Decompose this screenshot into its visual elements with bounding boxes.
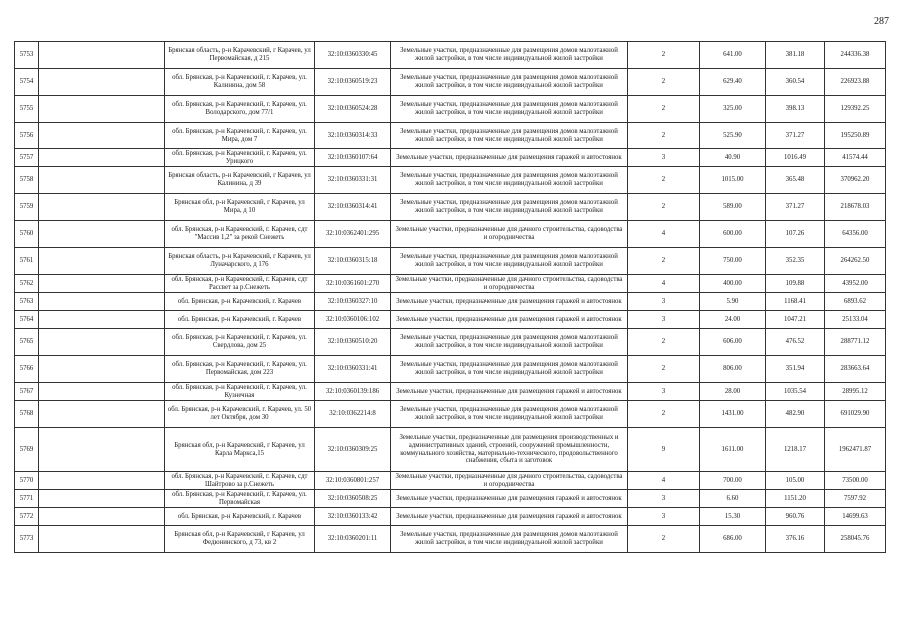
table-row (15, 167, 886, 194)
specific-value-cell: 371.27 (766, 123, 825, 149)
table-row (15, 472, 886, 490)
row-number-cell: 5762 (15, 275, 39, 293)
land-use-cell: Земельные участки, предназначенные для размещения домов малоэтажной жилой застройки, в том числе индивидуальной жилой застройки (391, 42, 628, 69)
row-number-cell: 5764 (15, 311, 39, 329)
land-use-cell: Земельные участки, предназначенные для дачного строительства, садоводства и огородничества (391, 472, 628, 490)
cadastral-value-cell: 7597.92 (825, 490, 886, 508)
group-number-cell: 2 (628, 329, 700, 356)
cadastral-number-cell: 32:10:0360314:41 (315, 194, 391, 221)
spacer-cell (39, 194, 165, 221)
group-number-cell: 4 (628, 221, 700, 248)
group-number-cell: 2 (628, 42, 700, 69)
table-row (15, 96, 886, 123)
address-cell: обл. Брянская, р-н Карачевский, г. Карачев (165, 508, 315, 526)
address-cell: обл. Брянская, р-н Карачевский, г. Карачев, ул. Первомайская, дом 223 (165, 356, 315, 383)
table-row (15, 293, 886, 311)
address-cell: Брянская область, р-н Карачевский, г Карачев, ул Луначарского, д 176 (165, 248, 315, 275)
table-row (15, 248, 886, 275)
cadastral-value-cell: 691029.90 (825, 401, 886, 428)
spacer-cell (39, 69, 165, 96)
specific-value-cell: 352.35 (766, 248, 825, 275)
cadastral-number-cell: 32:10:0362401:295 (315, 221, 391, 248)
area-cell: 606.00 (700, 329, 766, 356)
row-number-cell: 5754 (15, 69, 39, 96)
group-number-cell: 9 (628, 428, 700, 472)
land-use-cell: Земельные участки, предназначенные для размещения домов малоэтажной жилой застройки, в том числе индивидуальной жилой застройки (391, 194, 628, 221)
spacer-cell (39, 383, 165, 401)
cadastral-value-cell: 1962471.87 (825, 428, 886, 472)
cadastral-value-cell: 25133.04 (825, 311, 886, 329)
group-number-cell: 2 (628, 248, 700, 275)
row-number-cell: 5757 (15, 149, 39, 167)
group-number-cell: 3 (628, 508, 700, 526)
cadastral-number-cell: 32:10:0360139:186 (315, 383, 391, 401)
cadastral-value-cell: 64356.00 (825, 221, 886, 248)
row-number-cell: 5761 (15, 248, 39, 275)
land-use-cell: Земельные участки, предназначенные для размещения домов малоэтажной жилой застройки, в том числе индивидуальной жилой застройки (391, 401, 628, 428)
address-cell: обл. Брянская, р-н Карачевский, г. Карачев, ул. Кузнечная (165, 383, 315, 401)
address-cell: Брянская обл, р-н Карачевский, г Карачев, ул Мира, д 10 (165, 194, 315, 221)
area-cell: 600.00 (700, 221, 766, 248)
cadastral-value-cell: 264262.50 (825, 248, 886, 275)
area-cell: 806.00 (700, 356, 766, 383)
address-cell: Брянская обл, р-н Карачевский, г Карачев, ул Карла Маркса,15 (165, 428, 315, 472)
table-row (15, 42, 886, 69)
land-use-cell: Земельные участки, предназначенные для размещения производственных и административных зданий, строений, сооружений промышленности, коммунального хозяйства, материально-технического, продовольственного снабжения, сбыта и заготовок (391, 428, 628, 472)
address-cell: Брянская область, р-н Карачевский, г Карачев, ул Калинина, д 39 (165, 167, 315, 194)
group-number-cell: 2 (628, 167, 700, 194)
land-use-cell: Земельные участки, предназначенные для размещения домов малоэтажной жилой застройки, в том числе индивидуальной жилой застройки (391, 123, 628, 149)
cadastral-value-cell: 195250.89 (825, 123, 886, 149)
cadastral-number-cell: 32:10:0361601:270 (315, 275, 391, 293)
address-cell: обл. Брянская, р-н Карачевский, г. Карачев, ул. 50 лет Октября, дом 30 (165, 401, 315, 428)
cadastral-value-cell: 73500.00 (825, 472, 886, 490)
table-row (15, 356, 886, 383)
cadastral-number-cell: 32:10:0362214:8 (315, 401, 391, 428)
cadastral-value-cell: 258045.76 (825, 526, 886, 553)
row-number-cell: 5765 (15, 329, 39, 356)
table-row (15, 194, 886, 221)
specific-value-cell: 1016.49 (766, 149, 825, 167)
group-number-cell: 3 (628, 293, 700, 311)
area-cell: 1015.00 (700, 167, 766, 194)
spacer-cell (39, 490, 165, 508)
specific-value-cell: 1151.20 (766, 490, 825, 508)
cadastral-value-table (14, 41, 886, 553)
cadastral-number-cell: 32:10:0360327:10 (315, 293, 391, 311)
specific-value-cell: 1218.17 (766, 428, 825, 472)
spacer-cell (39, 96, 165, 123)
address-cell: обл. Брянская, р-н Карачевский, г. Карачев, ул. Володарского, дом 77/1 (165, 96, 315, 123)
row-number-cell: 5768 (15, 401, 39, 428)
specific-value-cell: 105.00 (766, 472, 825, 490)
area-cell: 325.00 (700, 96, 766, 123)
area-cell: 1431.00 (700, 401, 766, 428)
specific-value-cell: 360.54 (766, 69, 825, 96)
spacer-cell (39, 401, 165, 428)
table-row (15, 69, 886, 96)
spacer-cell (39, 356, 165, 383)
area-cell: 525.90 (700, 123, 766, 149)
area-cell: 28.00 (700, 383, 766, 401)
cadastral-value-cell: 226923.88 (825, 69, 886, 96)
area-cell: 1611.00 (700, 428, 766, 472)
cadastral-number-cell: 32:10:0360309:25 (315, 428, 391, 472)
cadastral-value-cell: 370962.20 (825, 167, 886, 194)
group-number-cell: 4 (628, 275, 700, 293)
row-number-cell: 5766 (15, 356, 39, 383)
row-number-cell: 5759 (15, 194, 39, 221)
address-cell: обл. Брянская, р-н Карачевский, г. Карачев, сдт "Массив 1,2" за рекой Снежеть (165, 221, 315, 248)
area-cell: 6.60 (700, 490, 766, 508)
address-cell: обл. Брянская, р-н Карачевский, г. Карачев, ул. Калинина, дом 58 (165, 69, 315, 96)
address-cell: обл. Брянская, р-н Карачевский, г. Карачев (165, 311, 315, 329)
spacer-cell (39, 311, 165, 329)
group-number-cell: 2 (628, 123, 700, 149)
land-use-cell: Земельные участки, предназначенные для размещения домов малоэтажной жилой застройки, в том числе индивидуальной жилой застройки (391, 69, 628, 96)
land-use-cell: Земельные участки, предназначенные для размещения домов малоэтажной жилой застройки, в том числе индивидуальной жилой застройки (391, 329, 628, 356)
spacer-cell (39, 508, 165, 526)
address-cell: обл. Брянская, р-н Карачевский, г. Карачев, сдт Рассвет за р.Снежеть (165, 275, 315, 293)
cadastral-value-cell: 14699.63 (825, 508, 886, 526)
cadastral-value-cell: 6893.62 (825, 293, 886, 311)
cadastral-value-cell: 43952.00 (825, 275, 886, 293)
group-number-cell: 3 (628, 311, 700, 329)
table-row (15, 329, 886, 356)
row-number-cell: 5767 (15, 383, 39, 401)
area-cell: 40.90 (700, 149, 766, 167)
cadastral-number-cell: 32:10:0360201:11 (315, 526, 391, 553)
group-number-cell: 2 (628, 356, 700, 383)
land-use-cell: Земельные участки, предназначенные для размещения домов малоэтажной жилой застройки, в том числе индивидуальной жилой застройки (391, 526, 628, 553)
row-number-cell: 5773 (15, 526, 39, 553)
row-number-cell: 5771 (15, 490, 39, 508)
row-number-cell: 5772 (15, 508, 39, 526)
address-cell: обл. Брянская, р-н Карачевский, г. Карачев, сдт Шайтрово за р.Снежеть (165, 472, 315, 490)
address-cell: Брянская обл, р-н Карачевский, г Карачев, ул Федюнинского, д 73, кв 2 (165, 526, 315, 553)
cadastral-value-cell: 288771.12 (825, 329, 886, 356)
specific-value-cell: 960.76 (766, 508, 825, 526)
spacer-cell (39, 149, 165, 167)
specific-value-cell: 398.13 (766, 96, 825, 123)
row-number-cell: 5755 (15, 96, 39, 123)
group-number-cell: 3 (628, 490, 700, 508)
cadastral-number-cell: 32:10:0360524:28 (315, 96, 391, 123)
area-cell: 5.90 (700, 293, 766, 311)
specific-value-cell: 1168.41 (766, 293, 825, 311)
cadastral-number-cell: 32:10:0360106:102 (315, 311, 391, 329)
group-number-cell: 2 (628, 401, 700, 428)
spacer-cell (39, 123, 165, 149)
cadastral-number-cell: 32:10:0360330:45 (315, 42, 391, 69)
land-use-cell: Земельные участки, предназначенные для размещения гаражей и автостоянок (391, 149, 628, 167)
row-number-cell: 5769 (15, 428, 39, 472)
cadastral-value-cell: 129392.25 (825, 96, 886, 123)
cadastral-value-cell: 41574.44 (825, 149, 886, 167)
address-cell: обл. Брянская, р-н Карачевский, г. Карачев, ул. Мира, дом 7 (165, 123, 315, 149)
cadastral-number-cell: 32:10:0360331:41 (315, 356, 391, 383)
specific-value-cell: 1047.21 (766, 311, 825, 329)
land-use-cell: Земельные участки, предназначенные для размещения домов малоэтажной жилой застройки, в том числе индивидуальной жилой застройки (391, 356, 628, 383)
specific-value-cell: 351.94 (766, 356, 825, 383)
address-cell: обл. Брянская, р-н Карачевский, г. Карачев (165, 293, 315, 311)
area-cell: 641.00 (700, 42, 766, 69)
cadastral-value-cell: 218678.03 (825, 194, 886, 221)
row-number-cell: 5758 (15, 167, 39, 194)
group-number-cell: 2 (628, 96, 700, 123)
area-cell: 686.00 (700, 526, 766, 553)
area-cell: 24.00 (700, 311, 766, 329)
row-number-cell: 5753 (15, 42, 39, 69)
specific-value-cell: 1035.54 (766, 383, 825, 401)
cadastral-value-cell: 28995.12 (825, 383, 886, 401)
cadastral-value-cell: 244336.38 (825, 42, 886, 69)
land-use-cell: Земельные участки, предназначенные для размещения гаражей и автостоянок (391, 383, 628, 401)
specific-value-cell: 381.18 (766, 42, 825, 69)
land-use-cell: Земельные участки, предназначенные для размещения домов малоэтажной жилой застройки, в том числе индивидуальной жилой застройки (391, 248, 628, 275)
row-number-cell: 5760 (15, 221, 39, 248)
area-cell: 589.00 (700, 194, 766, 221)
table-row (15, 428, 886, 472)
address-cell: обл. Брянская, р-н Карачевский, г. Карачев, ул. Первомайская (165, 490, 315, 508)
spacer-cell (39, 293, 165, 311)
table-row (15, 401, 886, 428)
cadastral-number-cell: 32:10:0360107:64 (315, 149, 391, 167)
group-number-cell: 2 (628, 526, 700, 553)
address-cell: обл. Брянская, р-н Карачевский, г. Карачев, ул. Свердлова, дом 25 (165, 329, 315, 356)
specific-value-cell: 365.48 (766, 167, 825, 194)
area-cell: 750.00 (700, 248, 766, 275)
specific-value-cell: 371.27 (766, 194, 825, 221)
specific-value-cell: 476.52 (766, 329, 825, 356)
spacer-cell (39, 221, 165, 248)
address-cell: обл. Брянская, р-н Карачевский, г. Карачев, ул. Урицкого (165, 149, 315, 167)
cadastral-number-cell: 32:10:0360510:20 (315, 329, 391, 356)
table-row (15, 149, 886, 167)
page-number: 287 (874, 16, 889, 27)
table-row (15, 508, 886, 526)
specific-value-cell: 376.16 (766, 526, 825, 553)
spacer-cell (39, 472, 165, 490)
area-cell: 629.40 (700, 69, 766, 96)
table-row (15, 526, 886, 553)
spacer-cell (39, 428, 165, 472)
table-row (15, 311, 886, 329)
cadastral-number-cell: 32:10:0360315:18 (315, 248, 391, 275)
group-number-cell: 3 (628, 149, 700, 167)
land-use-cell: Земельные участки, предназначенные для размещения гаражей и автостоянок (391, 311, 628, 329)
spacer-cell (39, 275, 165, 293)
cadastral-number-cell: 32:10:0360508:25 (315, 490, 391, 508)
area-cell: 400.00 (700, 275, 766, 293)
group-number-cell: 3 (628, 383, 700, 401)
group-number-cell: 2 (628, 194, 700, 221)
row-number-cell: 5756 (15, 123, 39, 149)
specific-value-cell: 482.90 (766, 401, 825, 428)
address-cell: Брянская область, р-н Карачевский, г Карачев, ул Первомайская, д 215 (165, 42, 315, 69)
land-use-cell: Земельные участки, предназначенные для дачного строительства, садоводства и огородничества (391, 221, 628, 248)
area-cell: 700.00 (700, 472, 766, 490)
cadastral-number-cell: 32:10:0360519:23 (315, 69, 391, 96)
cadastral-number-cell: 32:10:0360801:257 (315, 472, 391, 490)
table-row (15, 383, 886, 401)
spacer-cell (39, 167, 165, 194)
land-use-cell: Земельные участки, предназначенные для размещения гаражей и автостоянок (391, 508, 628, 526)
group-number-cell: 2 (628, 69, 700, 96)
spacer-cell (39, 42, 165, 69)
land-use-cell: Земельные участки, предназначенные для дачного строительства, садоводства и огородничества (391, 275, 628, 293)
table-row (15, 275, 886, 293)
specific-value-cell: 107.26 (766, 221, 825, 248)
area-cell: 15.30 (700, 508, 766, 526)
row-number-cell: 5763 (15, 293, 39, 311)
cadastral-number-cell: 32:10:0360133:42 (315, 508, 391, 526)
spacer-cell (39, 526, 165, 553)
table-row (15, 221, 886, 248)
specific-value-cell: 109.88 (766, 275, 825, 293)
cadastral-number-cell: 32:10:0360314:33 (315, 123, 391, 149)
land-use-cell: Земельные участки, предназначенные для размещения домов малоэтажной жилой застройки, в том числе индивидуальной жилой застройки (391, 167, 628, 194)
group-number-cell: 4 (628, 472, 700, 490)
cadastral-value-cell: 283663.64 (825, 356, 886, 383)
table-row (15, 490, 886, 508)
land-use-cell: Земельные участки, предназначенные для размещения гаражей и автостоянок (391, 490, 628, 508)
table-row (15, 123, 886, 149)
land-use-cell: Земельные участки, предназначенные для размещения домов малоэтажной жилой застройки, в том числе индивидуальной жилой застройки (391, 96, 628, 123)
table-body (15, 42, 886, 553)
spacer-cell (39, 248, 165, 275)
spacer-cell (39, 329, 165, 356)
cadastral-number-cell: 32:10:0360331:31 (315, 167, 391, 194)
row-number-cell: 5770 (15, 472, 39, 490)
land-use-cell: Земельные участки, предназначенные для размещения гаражей и автостоянок (391, 293, 628, 311)
